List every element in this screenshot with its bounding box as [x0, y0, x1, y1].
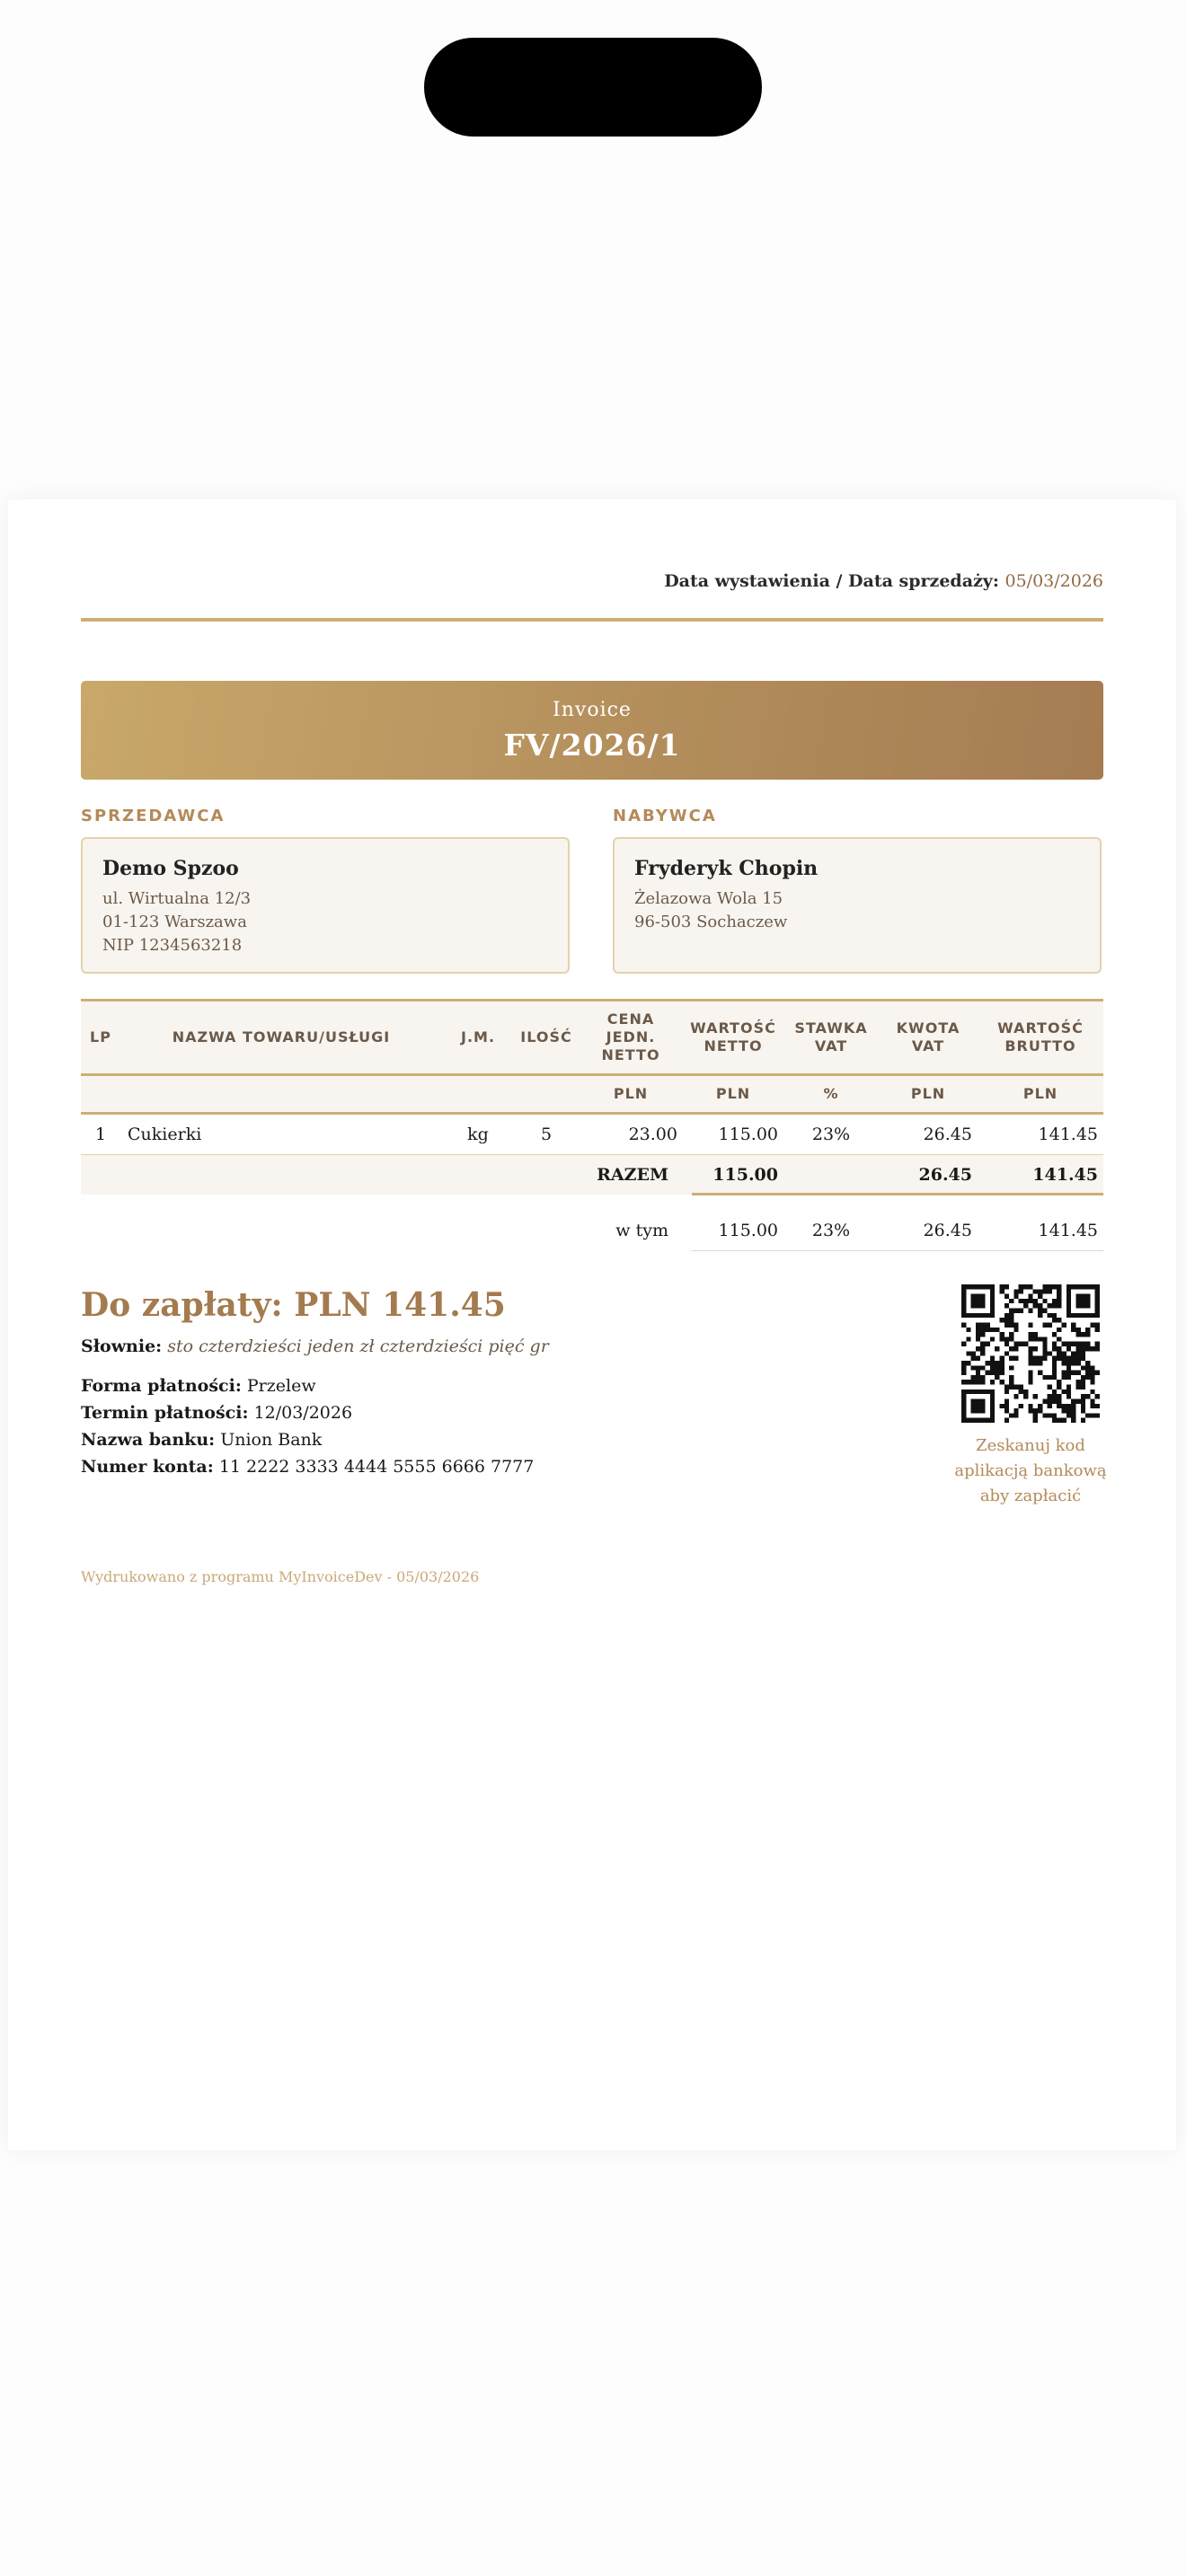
payment-method-value: Przelew	[246, 1376, 316, 1396]
col-qty-header: ILOŚĆ	[520, 1028, 572, 1045]
buyer-name: Fryderyk Chopin	[634, 857, 819, 880]
issue-date-label: Data wystawienia / Data sprzedaży:	[664, 571, 999, 591]
issue-date-line	[664, 571, 1103, 591]
breakdown-vat-amount: 26.45	[923, 1221, 972, 1240]
bank-name-label: Nazwa banku:	[81, 1430, 216, 1450]
col-lp-header: LP	[90, 1028, 111, 1045]
item-vat-amount: 26.45	[923, 1125, 972, 1144]
seller-box	[81, 837, 570, 974]
account-number	[81, 1457, 534, 1477]
col-unit-price-header-line: NETTO	[601, 1046, 660, 1063]
amount-in-words	[81, 1337, 549, 1356]
col-vat-rate-header	[783, 1001, 879, 1073]
payment-due-value: 12/03/2026	[253, 1403, 353, 1423]
item-net: 115.00	[718, 1125, 778, 1144]
total-label: RAZEM	[597, 1165, 668, 1185]
total-net: 115.00	[712, 1165, 778, 1185]
total-gross: 141.45	[1032, 1165, 1098, 1185]
bank-name-value: Union Bank	[220, 1430, 323, 1450]
breakdown-net: 115.00	[718, 1221, 778, 1240]
buyer-city: 96-503 Sochaczew	[634, 913, 788, 931]
item-vat-rate: 23%	[811, 1125, 851, 1144]
account-number-value: 11 2222 3333 4444 5555 6666 7777	[218, 1457, 535, 1477]
item-lp: 1	[94, 1125, 107, 1144]
col-vat-amount-header	[879, 1001, 978, 1073]
col-vat-rate-header-line: STAWKA	[794, 1019, 868, 1037]
amount-due-title: Do zapłaty: PLN 141.45	[81, 1286, 506, 1324]
breakdown-label: w tym	[615, 1221, 668, 1240]
invoice-banner	[81, 681, 1103, 780]
breakdown-gross: 141.45	[1038, 1221, 1098, 1240]
total-vat-amount: 26.45	[918, 1165, 972, 1185]
invoice-number: FV/2026/1	[503, 728, 681, 763]
invoice-page	[8, 499, 1176, 2150]
breakdown-vat-rate: 23%	[811, 1221, 851, 1240]
col-gross-header-line: WARTOŚĆ	[997, 1019, 1084, 1037]
unit-price-unit: PLN	[613, 1085, 649, 1102]
seller-street: ul. Wirtualna 12/3	[102, 889, 252, 908]
invoice-type-label: Invoice	[553, 699, 632, 721]
vat-amount-unit: PLN	[910, 1085, 946, 1102]
col-unit-price-header-line: CENA	[606, 1010, 655, 1028]
breakdown-underline	[692, 1250, 1103, 1251]
header-divider	[81, 618, 1103, 622]
payment-method	[81, 1376, 316, 1396]
buyer-street: Żelazowa Wola 15	[634, 889, 783, 908]
qr-caption	[943, 1434, 1118, 1509]
table-total-row	[81, 1155, 1103, 1195]
buyer-box	[613, 837, 1102, 974]
payment-due	[81, 1403, 352, 1423]
buyer-title: NABYWCA	[613, 807, 717, 825]
table-units-row	[81, 1076, 1103, 1115]
net-unit: PLN	[715, 1085, 751, 1102]
table-breakdown-row	[81, 1211, 1103, 1250]
col-net-header	[683, 1001, 783, 1073]
qr-caption-line: aby zapłacić	[979, 1486, 1082, 1505]
item-gross: 141.45	[1038, 1125, 1098, 1144]
payment-due-label: Termin płatności:	[81, 1403, 249, 1423]
col-vat-amount-header-line: VAT	[911, 1037, 945, 1054]
col-unit-price-header-line: JEDN.	[606, 1028, 656, 1045]
item-qty: 5	[540, 1125, 553, 1144]
col-unit-price-header	[579, 1001, 683, 1073]
amount-in-words-label: Słownie:	[81, 1337, 163, 1356]
item-name: Cukierki	[128, 1125, 202, 1144]
account-number-label: Numer konta:	[81, 1457, 214, 1477]
col-gross-header-line: BRUTTO	[1005, 1037, 1076, 1054]
col-vat-amount-header-line: KWOTA	[896, 1019, 960, 1037]
vat-rate-unit: %	[823, 1085, 839, 1102]
gross-unit: PLN	[1022, 1085, 1058, 1102]
col-vat-rate-header-line: VAT	[814, 1037, 848, 1054]
total-underline	[692, 1193, 1103, 1195]
payment-qr-code[interactable]	[961, 1284, 1100, 1423]
table-header-row	[81, 999, 1103, 1076]
col-net-header-line: NETTO	[704, 1037, 763, 1054]
printed-by-note: Wydrukowano z programu MyInvoiceDev - 05/03/2026	[81, 1568, 480, 1585]
amount-in-words-value: sto czterdzieści jeden zł czterdzieści pięć gr	[167, 1337, 549, 1356]
table-row	[81, 1115, 1103, 1155]
seller-title: SPRZEDAWCA	[81, 807, 226, 825]
qr-caption-line: Zeskanuj kod	[976, 1436, 1085, 1455]
payment-method-label: Forma płatności:	[81, 1376, 242, 1396]
seller-name: Demo Spzoo	[102, 857, 239, 880]
col-gross-header	[978, 1001, 1103, 1073]
device-dynamic-island	[424, 38, 762, 137]
item-unit-price: 23.00	[628, 1125, 677, 1144]
item-unit: kg	[467, 1125, 489, 1144]
seller-nip: NIP 1234563218	[102, 936, 243, 955]
col-unit-header: J.M.	[460, 1028, 496, 1045]
col-net-header-line: WARTOŚĆ	[690, 1019, 776, 1037]
issue-date-value: 05/03/2026	[1005, 571, 1103, 591]
qr-caption-line: aplikacją bankową	[954, 1461, 1107, 1480]
col-name-header: NAZWA TOWARU/USŁUGI	[172, 1028, 391, 1045]
seller-city: 01-123 Warszawa	[102, 913, 247, 931]
bank-name	[81, 1430, 322, 1450]
